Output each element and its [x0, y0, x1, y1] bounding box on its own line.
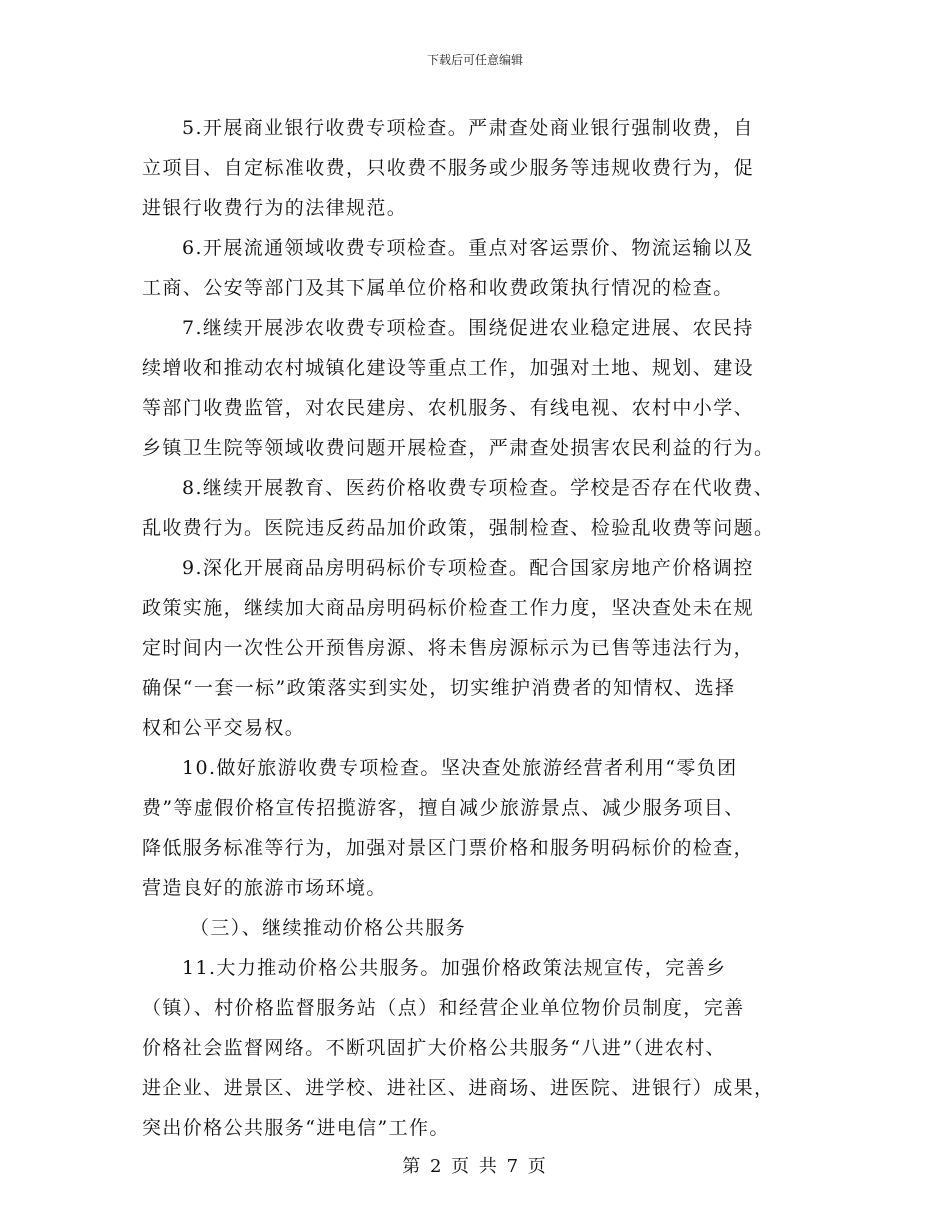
- document-body: [142, 108, 810, 1148]
- body-line: 5.开展商业银行收费专项检查。严肃查处商业银行强制收费，自: [182, 117, 754, 139]
- body-line: 8.继续开展教育、医药价格收费专项检查。学校是否存在代收费、: [182, 477, 775, 499]
- body-line: 营造良好的旅游市场环境。: [142, 877, 387, 899]
- body-line: 确保“一套一标”政策落实到实处，切实维护消费者的知情权、选择: [142, 677, 736, 699]
- body-line: 政策实施，继续加大商品房明码标价检查工作力度，坚决查处未在规: [142, 597, 755, 619]
- body-line: 工商、公安等部门及其下属单位价格和收费政策执行情况的检查。: [142, 277, 734, 299]
- body-line: 乱收费行为。医院违反药品加价政策，强制检查、检验乱收费等问题。: [142, 517, 775, 539]
- body-line: 价格社会监督网络。不断巩固扩大价格公共服务“八进”（进农村、: [142, 1037, 726, 1059]
- page-number: 第 2 页 共 7 页: [402, 1156, 548, 1177]
- body-line: （镇）、村价格监督服务站（点）和经营企业单位物价员制度，完善: [142, 997, 745, 1019]
- page-header: 下载后可任意编辑: [426, 53, 523, 67]
- body-line: 费”等虚假价格宣传招揽游客，擅自减少旅游景点、减少服务项目、: [142, 797, 745, 819]
- body-line: 等部门收费监管，对农民建房、农机服务、有线电视、农村中小学、: [142, 397, 755, 419]
- body-line: 7.继续开展涉农收费专项检查。围绕促进农业稳定进展、农民持: [182, 317, 754, 339]
- body-line: 10.做好旅游收费专项检查。坚决查处旅游经营者利用“零负团: [182, 757, 738, 779]
- body-line: 定时间内一次性公开预售房源、将未售房源标示为已售等违法行为，: [142, 637, 755, 659]
- body-line: 权和公平交易权。: [142, 717, 306, 739]
- body-line: 乡镇卫生院等领域收费问题开展检查，严肃查处损害农民利益的行为。: [142, 437, 775, 459]
- body-line: 立项目、自定标准收费，只收费不服务或少服务等违规收费行为，促: [142, 157, 755, 179]
- body-line: 进企业、进景区、进学校、进社区、进商场、进医院、进银行）成果，: [142, 1077, 775, 1099]
- body-line: 续增收和推动农村城镇化建设等重点工作，加强对土地、规划、建设: [142, 357, 755, 379]
- body-line: 突出价格公共服务“进电信”工作。: [142, 1117, 450, 1139]
- body-line: 降低服务标准等行为，加强对景区门票价格和服务明码标价的检查，: [142, 837, 755, 859]
- body-line: 6.开展流通领域收费专项检查。重点对客运票价、物流运输以及: [182, 237, 754, 259]
- section-heading: （三）、继续推动价格公共服务: [190, 917, 467, 939]
- body-line: 11.大力推动价格公共服务。加强价格政策法规宣传，完善乡: [182, 957, 727, 979]
- body-line: 9.深化开展商品房明码标价专项检查。配合国家房地产价格调控: [182, 557, 754, 579]
- body-line: 进银行收费行为的法律规范。: [142, 197, 408, 219]
